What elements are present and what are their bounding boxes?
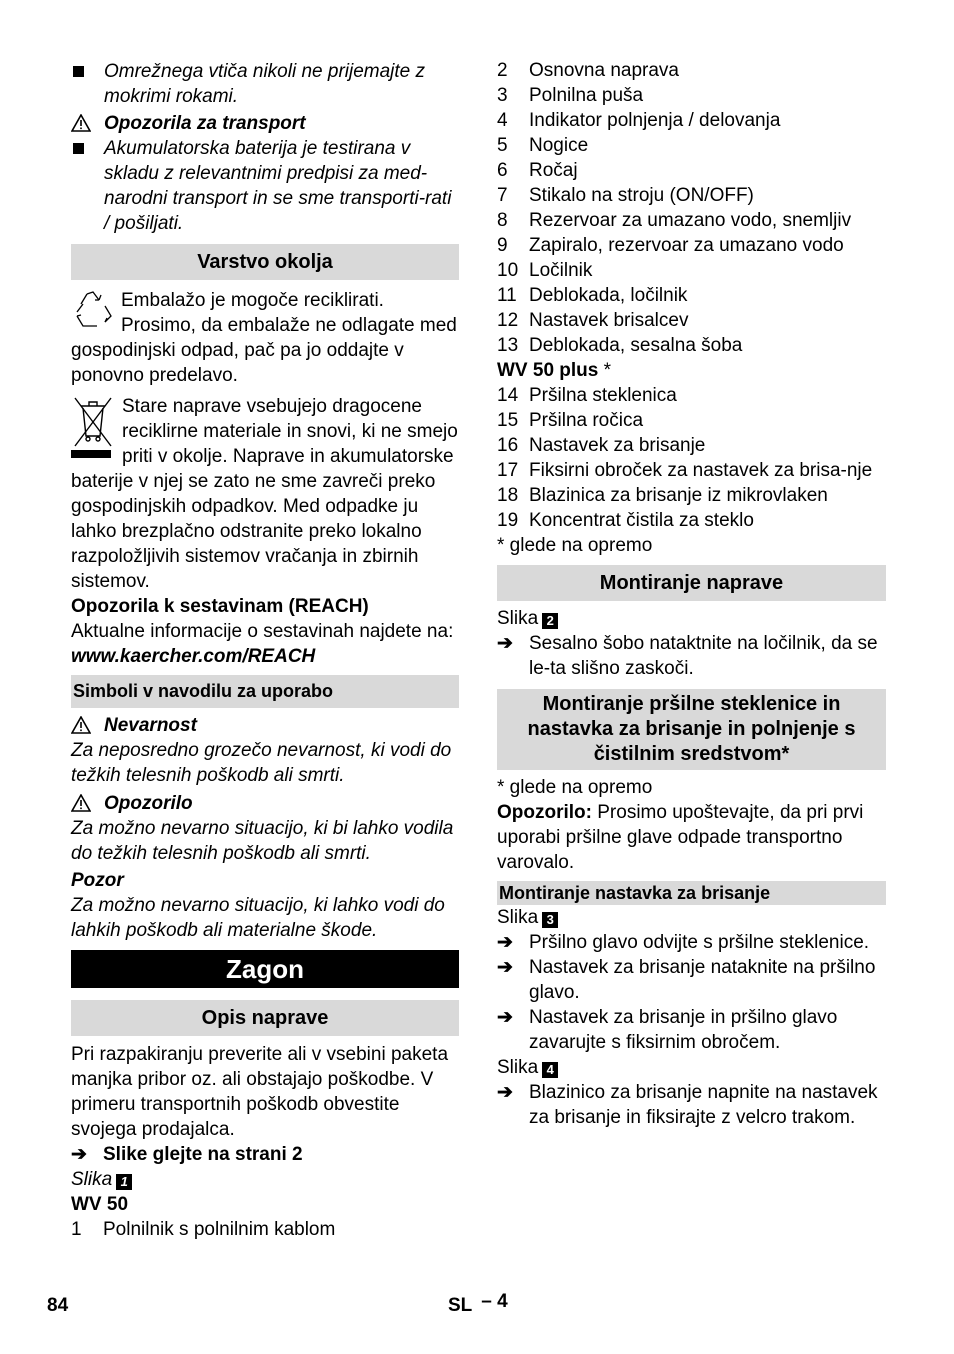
arrow-right-icon: ➔: [497, 932, 513, 953]
reach-heading: Opozorila k sestavinam (REACH): [71, 596, 369, 617]
list-item: [497, 233, 886, 258]
item-number: 5: [497, 135, 508, 156]
figure-label: Slika: [497, 907, 539, 928]
note-label: Opozorilo:: [497, 802, 592, 823]
item-number: 15: [497, 410, 519, 431]
wipe-step-text: Pršilno glavo odvijte s pršilne steklenice.: [529, 932, 870, 953]
wipe-step-text: Nastavek za brisanje in pršilno glavo zavarujte s fiksirnim obročem.: [529, 1007, 838, 1053]
list-item: [497, 183, 886, 208]
item-text: Koncentrat čistila za steklo: [529, 510, 754, 531]
item-number: 8: [497, 210, 508, 231]
caution-text: Za možno nevarno situacijo, ki lahko vodi do lahkih poškodb ali materialne škode.: [71, 895, 445, 941]
see-figures-step: [71, 1142, 459, 1167]
figure-label: Slika: [497, 608, 539, 629]
weee-paragraph: [71, 394, 459, 594]
list-item: [497, 458, 886, 483]
figure-number-badge: 4: [542, 1062, 558, 1078]
item-text: Pršilna steklenica: [529, 385, 677, 406]
item-text: Ročaj: [529, 160, 578, 181]
section-heading-environment: Varstvo okolja: [71, 244, 459, 280]
list-item: [497, 108, 886, 133]
item-text: Fiksirni obroček za nastavek za brisa-nje: [529, 460, 873, 481]
parts-list-plus: [497, 383, 886, 533]
figure-reference: [497, 905, 886, 930]
item-number: 9: [497, 235, 508, 256]
section-heading-spray: Montiranje pršilne steklenice in nastavka za brisanje in polnjenje s čistilnim sredstvom*: [497, 689, 886, 770]
transport-lock-note: [497, 800, 886, 875]
figure-reference: [497, 606, 886, 631]
wipe-step: [497, 955, 886, 1005]
warning-triangle-icon: [71, 716, 91, 734]
bullet-item: [71, 136, 459, 236]
item-number: 6: [497, 160, 508, 181]
model-wv50: WV 50: [71, 1194, 129, 1215]
list-item: [497, 208, 886, 233]
figure-reference: [497, 1055, 886, 1080]
arrow-right-icon: ➔: [71, 1144, 87, 1165]
item-text: Indikator polnjenja / delovanja: [529, 110, 781, 131]
item-text: Nogice: [529, 135, 589, 156]
list-item: [497, 508, 886, 533]
square-bullet-icon: [73, 66, 84, 77]
figure-reference: [71, 1167, 459, 1192]
item-number: 12: [497, 310, 519, 331]
item-text: Polnilna puša: [529, 85, 644, 106]
warning-triangle-icon: [71, 794, 91, 812]
section-heading-mount: Montiranje naprave: [497, 565, 886, 601]
see-figures-text: Slike glejte na strani 2: [103, 1144, 303, 1165]
item-text: Stikalo na stroju (ON/OFF): [529, 185, 754, 206]
item-number: 18: [497, 485, 519, 506]
list-item: [497, 158, 886, 183]
model-plus-label: WV 50 plus: [497, 360, 599, 381]
square-bullet-icon: [73, 143, 84, 154]
item-text: Blazinica za brisanje iz mikrovlaken: [529, 485, 828, 506]
wipe-step: [497, 1005, 886, 1055]
figure-label: Slika: [497, 1057, 539, 1078]
model-plus-star: *: [598, 360, 612, 381]
page-number: 84: [47, 1295, 69, 1316]
item-text: Polnilnik s polnilnim kablom: [103, 1219, 336, 1240]
language-code: SL: [448, 1295, 472, 1316]
figure-number-badge: 1: [116, 1174, 132, 1190]
arrow-right-icon: ➔: [497, 633, 513, 654]
wipe-step: [497, 930, 886, 955]
right-column: [497, 58, 886, 1130]
sub-page-number: – 4: [481, 1291, 508, 1312]
mount-step: [497, 631, 886, 681]
item-number: 11: [497, 285, 517, 306]
item-number: 14: [497, 385, 519, 406]
item-number: 4: [497, 110, 508, 131]
bullet-item: [71, 59, 459, 109]
item-text: Ločilnik: [529, 260, 593, 281]
list-item: [497, 133, 886, 158]
item-number: 17: [497, 460, 519, 481]
list-item: [497, 408, 886, 433]
list-item: [497, 333, 886, 358]
list-item: [497, 383, 886, 408]
list-item: [71, 1217, 459, 1242]
item-text: Osnovna naprava: [529, 60, 679, 81]
list-item: [497, 308, 886, 333]
description-text: Pri razpakiranju preverite ali v vsebini paketa manjka pribor oz. ali obstajajo poškodbe. V primeru transportnih poškodb obvestite svojega prodajalca.: [71, 1044, 449, 1140]
transport-warning: [71, 111, 459, 136]
item-text: Rezervoar za umazano vodo, snemljiv: [529, 210, 852, 231]
recycle-paragraph: [71, 288, 459, 388]
transport-warning-label: Opozorila za transport: [104, 113, 306, 134]
note-text: Prosimo upoštevajte, da pri prvi uporabi pršilne glave odpade transportno varovalo.: [497, 802, 864, 873]
figure-label: Slika: [71, 1169, 113, 1190]
item-number: 16: [497, 435, 519, 456]
danger-text: Za neposredno grozečo nevarnost, ki vodi do težkih telesnih poškodb ali smrti.: [71, 740, 452, 786]
danger-label: Nevarnost: [104, 715, 197, 736]
caution-label: Pozor: [71, 870, 124, 891]
figure-number-badge: 2: [542, 613, 558, 629]
section-heading-description: Opis naprave: [71, 1000, 459, 1036]
item-number: 13: [497, 335, 519, 356]
item-text: Deblokada, ločilnik: [529, 285, 688, 306]
bullet-text: Akumulatorska baterija je testirana v skladu z relevantnimi predpisi za med-narodni transport in se sme transporti-rati / pošiljati.: [104, 138, 452, 234]
bullet-text: Omrežnega vtiča nikoli ne prijemajte z mokrimi rokami.: [104, 61, 426, 107]
arrow-right-icon: ➔: [497, 957, 513, 978]
pad-step-text: Blazinico za brisanje napnite na nastavek za brisanje in fiksirajte z velcro trakom.: [529, 1082, 878, 1128]
item-text: Nastavek brisalcev: [529, 310, 689, 331]
recycle-icon: [71, 288, 115, 332]
item-number: 2: [497, 60, 508, 81]
warning-text: Za možno nevarno situacijo, ki bi lahko vodila do težkih telesnih poškodb ali smrti.: [71, 818, 454, 864]
danger-label-row: [71, 713, 459, 738]
section-heading-wipe: Montiranje nastavka za brisanje: [497, 881, 886, 905]
warning-label-row: [71, 791, 459, 816]
item-text: Zapiralo, rezervoar za umazano vodo: [529, 235, 844, 256]
pad-step: [497, 1080, 886, 1130]
reach-link[interactable]: www.kaercher.com/REACH: [71, 646, 316, 667]
item-number: 1: [71, 1219, 82, 1240]
equipment-note: * glede na opremo: [497, 535, 653, 556]
list-item: [497, 483, 886, 508]
footer-lang: [448, 1291, 508, 1317]
wipe-step-text: Nastavek za brisanje nataknite na pršilno glavo.: [529, 957, 876, 1003]
list-item: [497, 258, 886, 283]
item-number: 19: [497, 510, 519, 531]
figure-number-badge: 3: [542, 912, 558, 928]
warning-label: Opozorilo: [104, 793, 193, 814]
recycle-text: Embalažo je mogoče reciklirati. Prosimo, da embalaže ne odlagate med gospodinjski odpad, pač pa jo oddajte v ponovno predelavo.: [71, 290, 457, 386]
wipe-steps-list: [497, 930, 886, 1055]
item-number: 7: [497, 185, 508, 206]
item-text: Nastavek za brisanje: [529, 435, 706, 456]
left-column: [71, 58, 459, 1242]
crossed-bin-icon: [71, 394, 115, 460]
arrow-right-icon: ➔: [497, 1007, 513, 1028]
list-item: [497, 58, 886, 83]
list-item: [497, 433, 886, 458]
list-item: [497, 283, 886, 308]
item-text: Pršilna ročica: [529, 410, 644, 431]
item-text: Deblokada, sesalna šoba: [529, 335, 743, 356]
section-heading-symbols: Simboli v navodilu za uporabo: [71, 675, 459, 708]
chapter-heading-start: Zagon: [71, 950, 459, 988]
reach-text: Aktualne informacije o sestavinah najdete na:: [71, 621, 454, 642]
item-number: 10: [497, 260, 519, 281]
weee-text: Stare naprave vsebujejo dragocene reciklirne materiale in snovi, ki ne smejo priti v okolje. Naprave in akumulatorske baterije v njej se zato ne sme zavreči preko gospodinjskih odpadkov. Med odpadke ju lahko brezplačno odstranite preko lokalno razpoložljivih sistemov vračanja in zbirnih sistemov.: [71, 396, 458, 592]
item-number: 3: [497, 85, 508, 106]
arrow-right-icon: ➔: [497, 1082, 513, 1103]
model-wv50-plus: [497, 358, 886, 383]
parts-list: [497, 58, 886, 358]
list-item: [497, 83, 886, 108]
mount-step-text: Sesalno šobo nataktnite na ločilnik, da se le-ta slišno zaskoči.: [529, 633, 878, 679]
warning-triangle-icon: [71, 114, 91, 132]
equipment-note: * glede na opremo: [497, 777, 653, 798]
